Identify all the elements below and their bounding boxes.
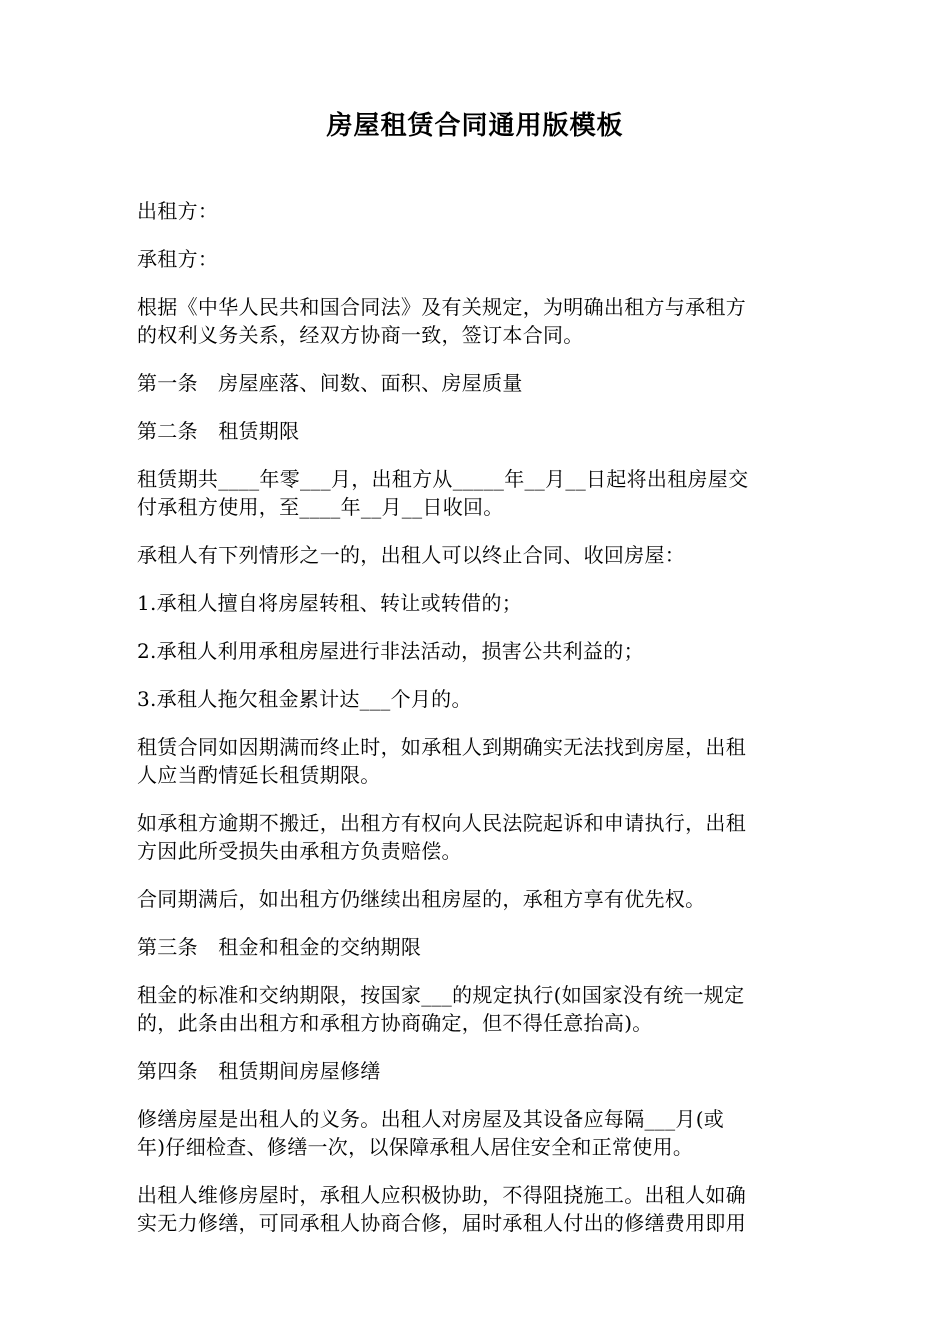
paragraph-rent-standard — [137, 981, 817, 1037]
paragraph-repair-duty — [137, 1105, 817, 1161]
text-line: 租赁期共____年零___月，出租方从_____年__月__日起将出租房屋交 — [137, 467, 749, 491]
paragraph-preamble — [137, 293, 817, 349]
list-item-2 — [137, 637, 817, 665]
article-4-heading — [137, 1057, 817, 1085]
text-line: 3.承租人拖欠租金累计达___个月的。 — [137, 687, 472, 711]
text-line: 第四条 租赁期间房屋修缮 — [137, 1059, 381, 1083]
text-line: 第一条 房屋座落、间数、面积、房屋质量 — [137, 371, 523, 395]
text-line: 承租方： — [137, 247, 219, 271]
paragraph-priority — [137, 885, 817, 913]
list-item-1 — [137, 589, 817, 617]
text-line: 方因此所受损失由承租方负责赔偿。 — [137, 839, 462, 863]
article-1-heading — [137, 369, 817, 397]
paragraph-repair-cooperation — [137, 1181, 817, 1237]
list-item-3 — [137, 685, 817, 713]
document-body — [137, 197, 817, 1257]
text-line: 第三条 租金和租金的交纳期限 — [137, 935, 422, 959]
article-3-heading — [137, 933, 817, 961]
text-line: 租金的标准和交纳期限，按国家___的规定执行(如国家没有统一规定 — [137, 983, 745, 1007]
paragraph-termination-intro — [137, 541, 817, 569]
text-line: 租赁合同如因期满而终止时，如承租人到期确实无法找到房屋，出租 — [137, 735, 746, 759]
text-line: 年)仔细检查、修缮一次，以保障承租人居住安全和正常使用。 — [137, 1135, 694, 1159]
text-line: 的权利义务关系，经双方协商一致，签订本合同。 — [137, 323, 584, 347]
paragraph-overdue — [137, 809, 817, 865]
article-2-heading — [137, 417, 817, 445]
text-line: 承租人有下列情形之一的，出租人可以终止合同、收回房屋： — [137, 543, 686, 567]
text-line: 付承租方使用，至____年__月__日收回。 — [137, 495, 504, 519]
paragraph-lease-term — [137, 465, 817, 521]
paragraph-lessee — [137, 245, 817, 273]
text-line: 出租人维修房屋时，承租人应积极协助，不得阻挠施工。出租人如确 — [137, 1183, 746, 1207]
document-title: 房屋租赁合同通用版模板 — [326, 111, 624, 141]
paragraph-lessor — [137, 197, 817, 225]
text-line: 修缮房屋是出租人的义务。出租人对房屋及其设备应每隔___月(或 — [137, 1107, 725, 1131]
text-line: 人应当酌情延长租赁期限。 — [137, 763, 381, 787]
text-line: 出租方： — [137, 199, 219, 223]
text-line: 的，此条由出租方和承租方协商确定，但不得任意抬高)。 — [137, 1011, 653, 1035]
text-line: 实无力修缮，可同承租人协商合修，届时承租人付出的修缮费用即用 — [137, 1211, 746, 1235]
text-line: 2.承租人利用承租房屋进行非法活动，损害公共利益的； — [137, 639, 644, 663]
text-line: 第二条 租赁期限 — [137, 419, 300, 443]
text-line: 合同期满后，如出租方仍继续出租房屋的，承租方享有优先权。 — [137, 887, 706, 911]
text-line: 根据《中华人民共和国合同法》及有关规定，为明确出租方与承租方 — [137, 295, 746, 319]
paragraph-extension — [137, 733, 817, 789]
text-line: 1.承租人擅自将房屋转租、转让或转借的； — [137, 591, 523, 615]
text-line: 如承租方逾期不搬迁，出租方有权向人民法院起诉和申请执行，出租 — [137, 811, 746, 835]
